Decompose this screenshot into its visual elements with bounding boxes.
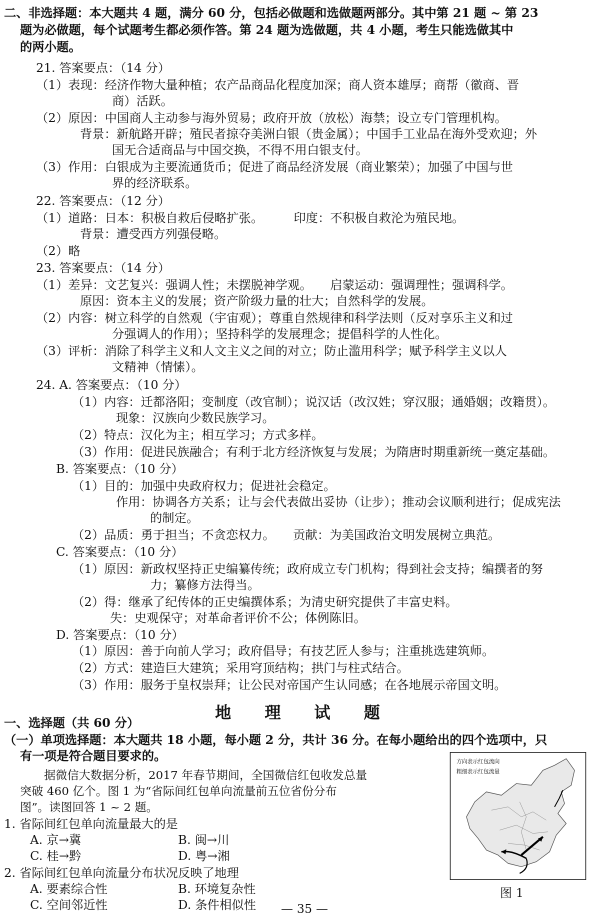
option-c: C. 空间邻近性	[30, 898, 108, 912]
answer-line: （2）略	[36, 244, 81, 258]
question-2: 2. 省际间红包单向流量分布状况反映了地理	[4, 866, 239, 880]
question-22: 22. 答案要点：（12 分）	[36, 194, 171, 208]
map-legend-direction: 方向表示红包流向	[456, 759, 500, 766]
question-1: 1. 省际间红包单向流量最大的是	[4, 817, 178, 831]
answer-line: 背景：遭受西方列强侵略。	[80, 227, 227, 241]
option-b: B. 闽→川	[178, 833, 230, 847]
page-number: — 35 —	[281, 902, 328, 916]
answer-line: （2）特点：汉化为主；相互学习；方式多样。	[72, 428, 324, 442]
answer-line: （1）原因：新政权坚持正史编纂传统；政府成立专门机构；得到社会支持；编撰者的努	[72, 562, 543, 576]
answer-line: （2）得：继承了纪传体的正史编撰体系；为清史研究提供了丰富史料。	[72, 595, 458, 609]
answer-line: （1）内容：迁都洛阳；变制度（改官制）；说汉话（改汉姓；穿汉服；通婚姻；改籍贯）。	[72, 395, 556, 409]
question-24b: B. 答案要点：（10 分）	[56, 462, 184, 476]
answer-line: （2）方式：建造巨大建筑；采用穹顶结构；拱门与柱式结合。	[72, 661, 409, 675]
answer-line: 背景：新航路开辟；殖民者掠夺美洲白银（贵金属）；中国手工业品在海外受欢迎；外	[80, 127, 538, 141]
answer-line: 失：史观保守；对革命者评价不公；体例陈旧。	[110, 611, 366, 625]
answer-line: （3）评析：消除了科学主义和人文主义之间的对立；防止滥用科学；赋予科学主义以人	[36, 344, 507, 358]
question-21: 21. 答案要点：（14 分）	[36, 61, 171, 75]
question-23: 23. 答案要点：（14 分）	[36, 261, 171, 275]
answer-line: （1）差异：文艺复兴：强调人性；未摆脱神学观。 启蒙运动：强调理性；强调科学。	[36, 278, 513, 292]
answer-line: 分强调人的作用）；坚持科学的发展理念；提倡科学的人性化。	[112, 327, 448, 341]
answer-line: （3）作用：服务于皇权崇拜；让公民对帝国产生认同感；在各地展示帝国文明。	[72, 678, 507, 692]
option-d: D. 粤→湘	[178, 849, 230, 863]
option-d: D. 条件相似性	[178, 898, 257, 912]
section-heading: 二、非选择题：本大题共 4 题，满分 60 分，包括必做题和选做题两部分。其中第 21 题 ~ 第 23	[4, 6, 539, 20]
answer-line: （1）道路：日本：积极自救后侵略扩张。 印度：不积极自救沦为殖民地。	[36, 211, 465, 225]
figure-caption: 图 1	[500, 886, 524, 900]
answer-line: 国无合适商品与中国交换，不得不用白银支付。	[112, 143, 368, 157]
stem-line: 图”。读图回答 1 ~ 2 题。	[20, 800, 158, 814]
answer-line: （1）原因：善于向前人学习；政府倡导；有技艺匠人参与；注重挑选建筑师。	[72, 644, 495, 658]
answer-line: 界的经济联系。	[112, 176, 198, 190]
answer-line: 现象：汉族向少数民族学习。	[116, 411, 275, 425]
option-c: C. 桂→黔	[30, 849, 82, 863]
geo-heading: 一、选择题（共 60 分）	[4, 716, 140, 730]
answer-line: （1）表现：经济作物大量种植；农产品商品化程度加深；商人资本雄厚；商帮（徽商、晋	[36, 78, 520, 92]
answer-line: 的制定。	[150, 511, 199, 525]
map-legend-width: 粗细表示红包流量	[456, 769, 500, 776]
answer-line: 文精神（情愫）。	[112, 360, 204, 374]
answer-line: （3）作用：促进民族融合；有利于北方经济恢复与发展；为隋唐时期重新统一奠定基础。	[72, 445, 556, 459]
option-a: A. 京→冀	[30, 833, 82, 847]
stem-line: 据微信大数据分析，2017 年春节期间，全国微信红包收发总量	[44, 768, 368, 782]
province-map-figure	[436, 752, 600, 880]
geo-instructions-cont: 有一项是符合题目要求的。	[20, 749, 167, 763]
geo-instructions: （一）单项选择题：本大题共 18 小题，每小题 2 分，共计 36 分。在每小题给出的四个选项中，只	[4, 733, 548, 747]
question-24d: D. 答案要点：（10 分）	[56, 628, 184, 642]
answer-line: （2）内容：树立科学的自然观（宇宙观）；尊重自然规律和科学法则（反对享乐主义和过	[36, 311, 513, 325]
question-24c: C. 答案要点：（10 分）	[56, 545, 184, 559]
answer-line: 作用：协调各方关系；让与会代表做出妥协（让步）；推动会议顺利进行；促成宪法	[116, 495, 561, 509]
section-heading-cont: 题为必做题，每个试题考生都必须作答。第 24 题为选做题，共 4 小题，考生只能选做其中	[20, 23, 514, 37]
option-a: A. 要素综合性	[30, 882, 108, 896]
answer-line: 力；纂修方法得当。	[150, 578, 260, 592]
geography-title: 地 理 试 题	[215, 703, 394, 722]
answer-line: 原因：资本主义的发展；资产阶级力量的壮大；自然科学的发展。	[80, 294, 434, 308]
question-24a: 24. A. 答案要点：（10 分）	[36, 378, 187, 392]
answer-line: （3）作用：白银成为主要流通货币；促进了商品经济发展（商业繁荣）；加强了中国与世	[36, 160, 513, 174]
answer-line: （2）原因：中国商人主动参与海外贸易；政府开放（放松）海禁；设立专门管理机构。	[36, 111, 507, 125]
section-heading-cont: 的两小题。	[20, 40, 81, 54]
answer-line: （2）品质：勇于担当；不贪恋权力。 贡献：为美国政治文明发展树立典范。	[72, 528, 501, 542]
answer-line: 商）活跃。	[112, 94, 173, 108]
option-b: B. 环境复杂性	[178, 882, 256, 896]
answer-line: （1）目的：加强中央政府权力；促进社会稳定。	[72, 479, 336, 493]
stem-line: 突破 460 亿个。图 1 为“省际间红包单向流量前五位省份分布	[20, 784, 337, 798]
